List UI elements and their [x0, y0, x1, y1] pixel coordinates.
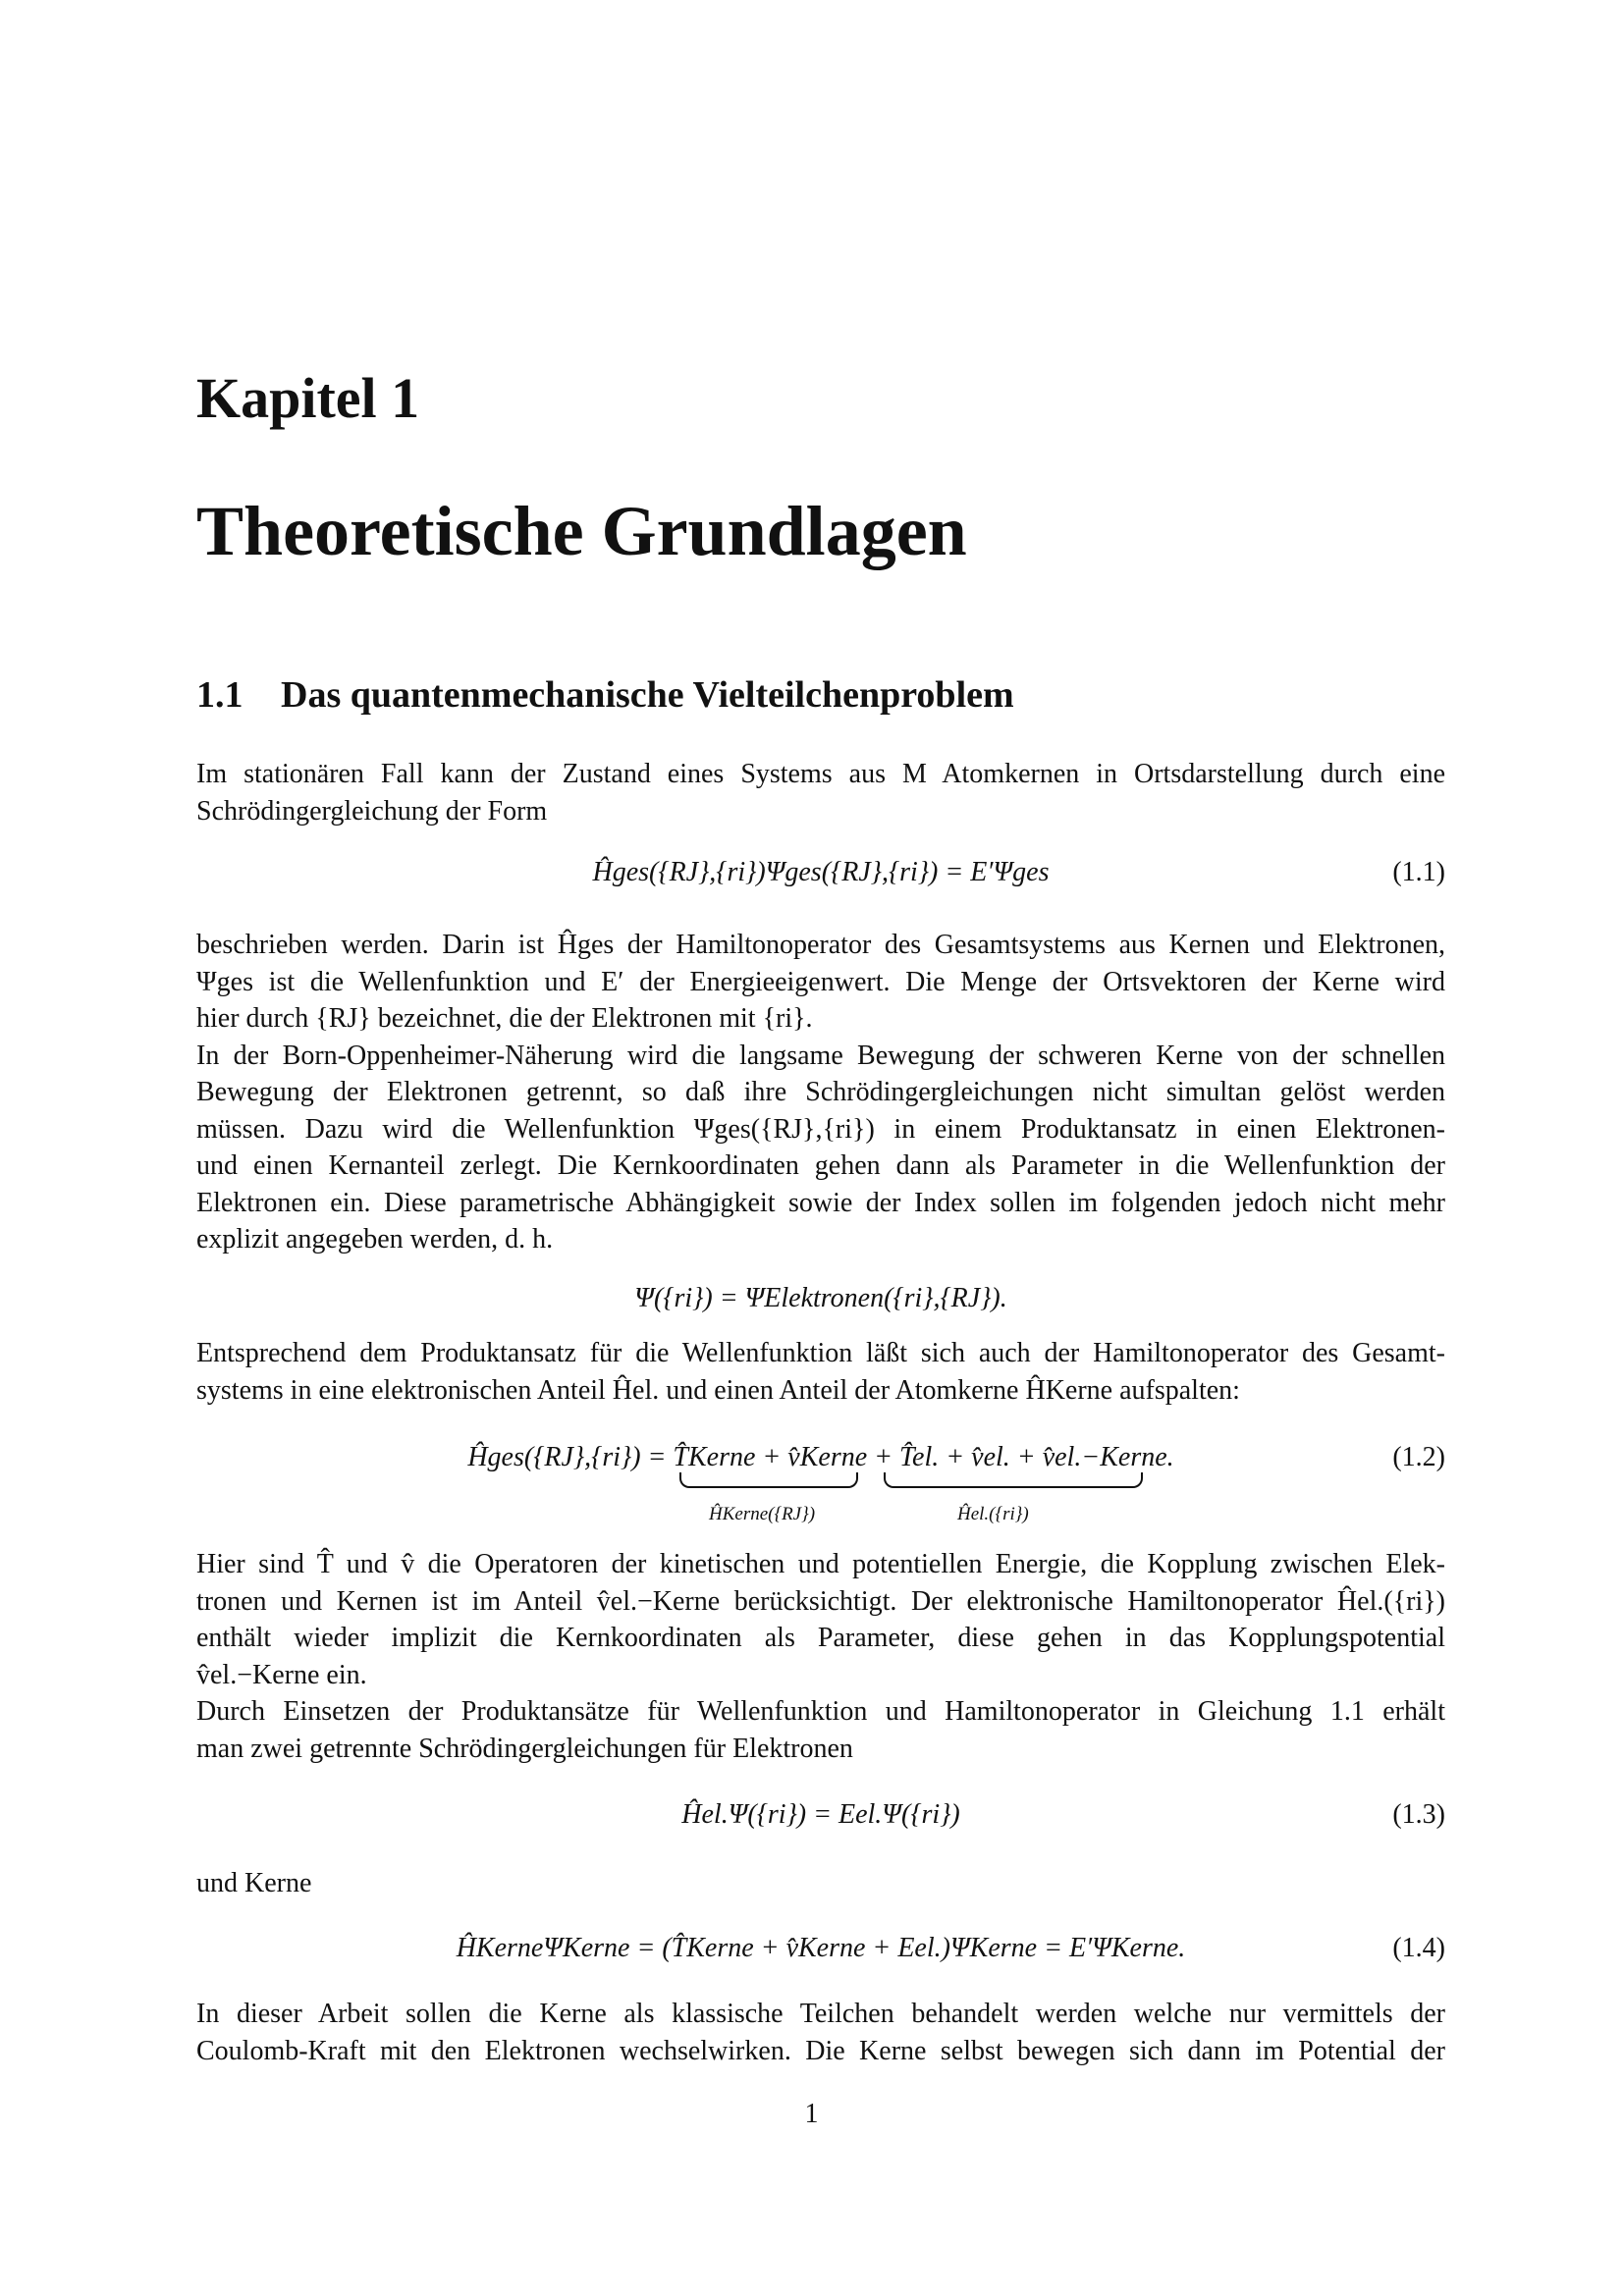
text-line: Bewegung der Elektronen getrennt, so daß ihre Schrödingergleichungen nicht simultan gelöst werden [196, 1077, 1445, 1107]
page-number: 1 [804, 2099, 819, 2129]
paragraph-und-kerne [196, 1865, 1445, 1902]
text-line: müssen. Dazu wird die Wellenfunktion Ψges({RJ},{ri}) in einem Produktansatz in einen Elektronen- [196, 1113, 1445, 1145]
underbrace-label-kerne: ĤKerne({RJ}) [709, 1504, 816, 1524]
text-line: tronen und Kernen ist im Anteil v̂el.−Kerne berücksichtigt. Der elektronische Hamiltonoperator Ĥel.({ri}) [196, 1585, 1445, 1617]
paragraph-hamiltonian-split [196, 1335, 1445, 1409]
section-number: 1.1 [196, 674, 243, 716]
text-line: In dieser Arbeit sollen die Kerne als klassische Teilchen behandelt werden welche nur vermittels der [196, 1999, 1445, 2029]
equation-number: (1.2) [1392, 1442, 1445, 1472]
text-line: hier durch {RJ} bezeichnet, die der Elektronen mit {ri}. [196, 1003, 813, 1034]
text-line: beschrieben werden. Darin ist Ĥges der Hamiltonoperator des Gesamtsystems aus Kernen und Elektronen, [196, 930, 1445, 960]
chapter-title: Theoretische Grundlagen [196, 492, 967, 570]
paragraph-born-oppenheimer [196, 927, 1445, 1258]
underbrace-kerne [679, 1472, 858, 1488]
text-line: In der Born-Oppenheimer-Näherung wird die langsame Bewegung der schweren Kerne von der schnellen [196, 1040, 1445, 1071]
text-line: Entsprechend dem Produktansatz für die Wellenfunktion läßt sich auch der Hamiltonoperator des Gesamt- [196, 1338, 1445, 1368]
underbrace-label-electrons: Ĥel.({ri}) [957, 1504, 1029, 1524]
equation-number: (1.1) [1392, 857, 1445, 887]
section-heading [196, 673, 1014, 717]
text-line: Coulomb-Kraft mit den Elektronen wechselwirken. Die Kerne selbst bewegen sich dann im Potential der [196, 2035, 1445, 2066]
equation-number: (1.4) [1392, 1933, 1445, 1963]
text-line: man zwei getrennte Schrödingergleichungen für Elektronen [196, 1733, 853, 1764]
text-line: Hier sind T̂ und v̂ die Operatoren der kinetischen und potentiellen Energie, die Kopplung zwischen Elek- [196, 1549, 1445, 1579]
equation-number: (1.3) [1392, 1799, 1445, 1830]
equation-formula: ĤKerneΨKerne = (T̂Kerne + v̂Kerne + Eel.)ΨKerne = E′ΨKerne. [456, 1933, 1186, 1963]
equation-formula: Ĥges({RJ},{ri}) = T̂Kerne + v̂Kerne + T̂el. + v̂el. + v̂el.−Kerne. [467, 1442, 1174, 1472]
text-line: v̂el.−Kerne ein. [196, 1659, 367, 1690]
equation-unnumbered [196, 1276, 1445, 1321]
equation-formula: Ĥel.Ψ({ri}) = Eel.Ψ({ri}) [681, 1799, 960, 1830]
paragraph-intro [196, 756, 1445, 829]
paragraph-operators [196, 1546, 1445, 1767]
equation-1-1 [196, 850, 1445, 895]
text-line: Schrödingergleichung der Form [196, 795, 548, 827]
text-line: enthält wieder implizit die Kernkoordinaten als Parameter, diese gehen in das Kopplungspotential [196, 1623, 1445, 1653]
equation-1-2 [196, 1435, 1445, 1523]
section-title: Das quantenmechanische Vielteilchenproblem [281, 674, 1014, 716]
equation-formula: Ψ({ri}) = ΨElektronen({ri},{RJ}). [634, 1283, 1007, 1313]
equation-formula: Ĥges({RJ},{ri})Ψges({RJ},{ri}) = E′Ψges [592, 857, 1050, 887]
equation-1-3 [196, 1792, 1445, 1838]
text-line: Im stationären Fall kann der Zustand eines Systems aus M Atomkernen in Ortsdarstellung durch eine [196, 759, 1445, 789]
paragraph-classical-nuclei [196, 1996, 1445, 2069]
text-line: explizit angegeben werden, d. h. [196, 1224, 554, 1255]
chapter-label: Kapitel 1 [196, 366, 420, 430]
text-line: systems in eine elektronischen Anteil Ĥel. und einen Anteil der Atomkerne ĤKerne aufspalten: [196, 1374, 1240, 1406]
text-line: Durch Einsetzen der Produktansätze für Wellenfunktion und Hamiltonoperator in Gleichung 1.1 erhält [196, 1696, 1445, 1727]
text-line: Elektronen ein. Diese parametrische Abhängigkeit sowie der Index sollen im folgenden jedoch nicht mehr [196, 1187, 1445, 1218]
text-line: und Kerne [196, 1868, 312, 1898]
text-line: und einen Kernanteil zerlegt. Die Kernkoordinaten gehen dann als Parameter in die Wellenfunktion der [196, 1150, 1445, 1181]
underbrace-electrons [884, 1472, 1143, 1488]
text-line: Ψges ist die Wellenfunktion und E′ der Energieeigenwert. Die Menge der Ortsvektoren der Kerne wird [196, 966, 1445, 997]
equation-1-4 [196, 1926, 1445, 1971]
